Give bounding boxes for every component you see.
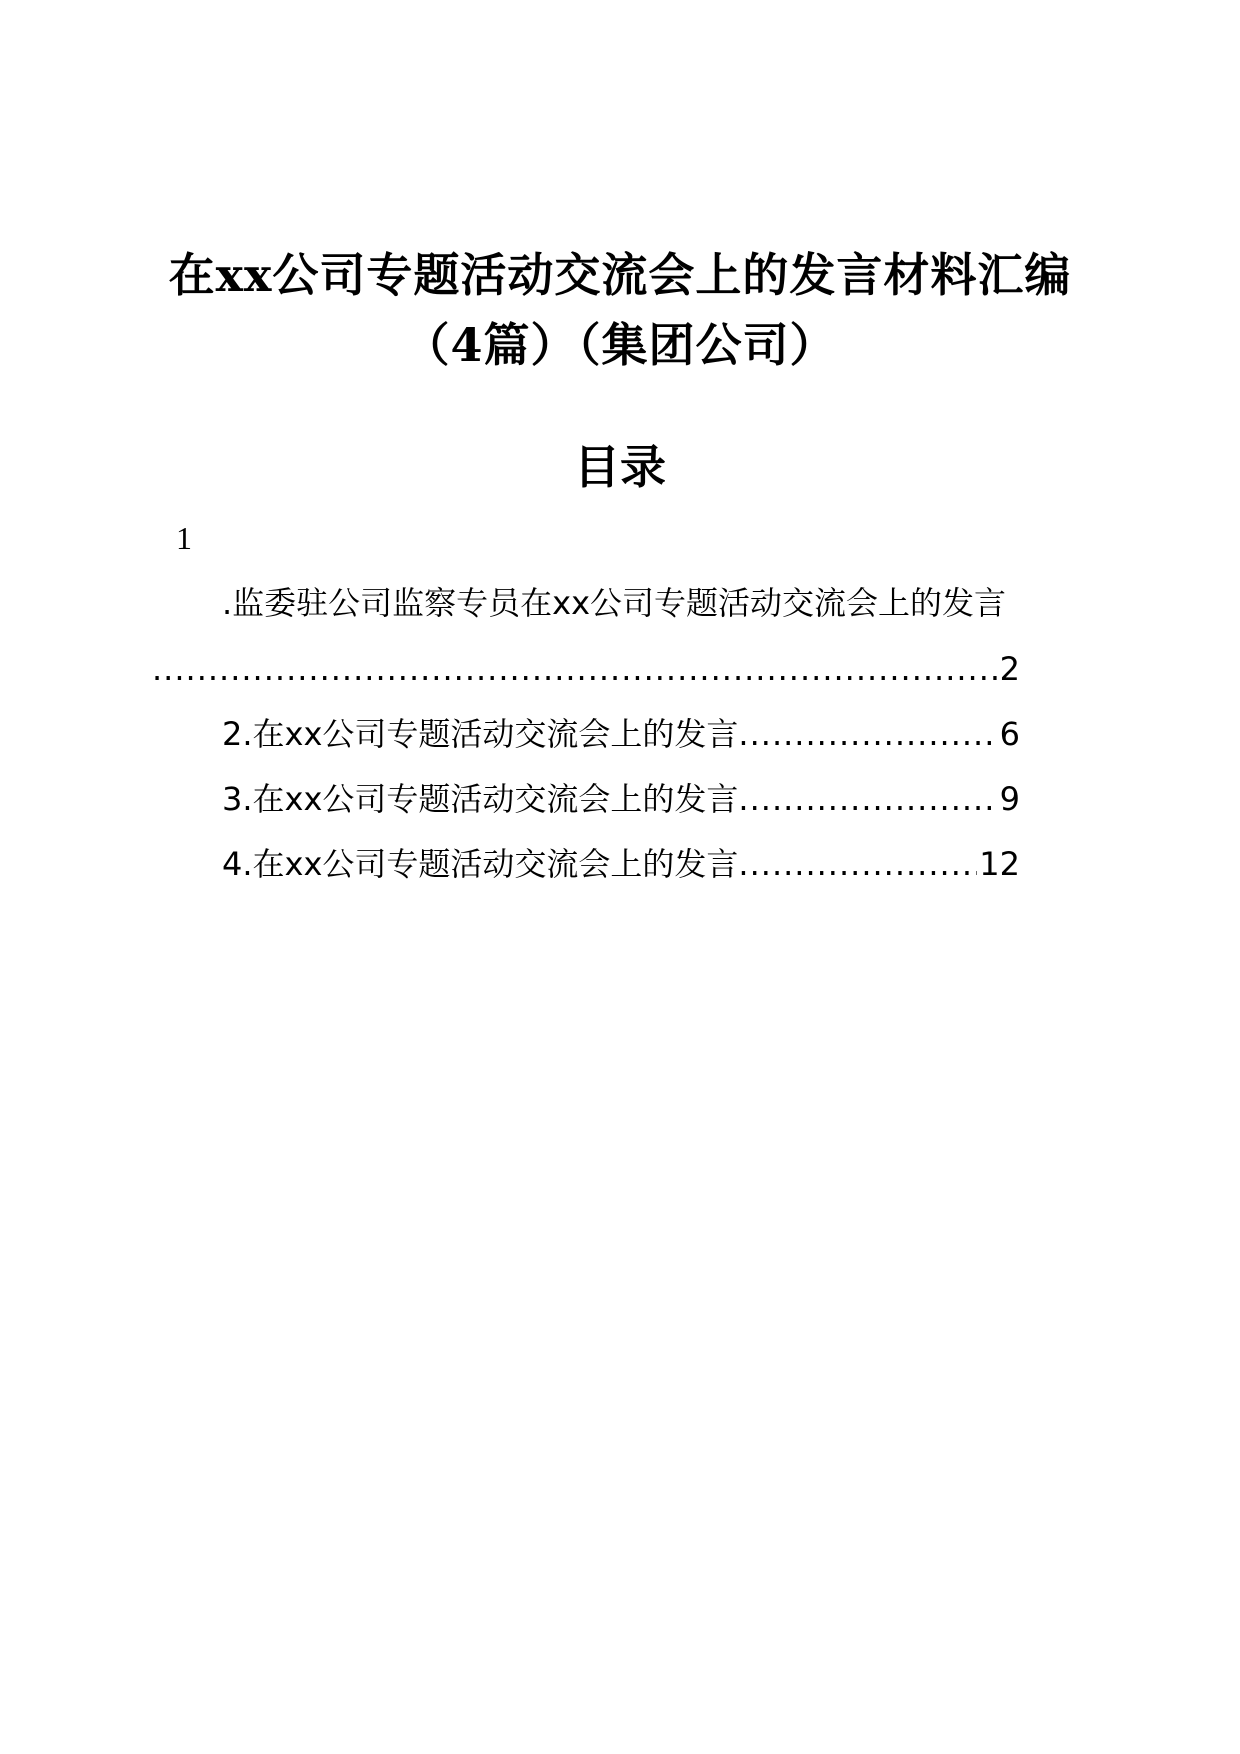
toc-entry-3-page: 9 bbox=[999, 780, 1020, 818]
toc-entry-4-text: 4.在xx公司专题活动交流会上的发言 bbox=[222, 845, 739, 883]
toc-entry-1[interactable] bbox=[222, 580, 1082, 626]
toc-entry-4-page: 12 bbox=[979, 845, 1020, 883]
toc-entry-2-page: 6 bbox=[999, 715, 1020, 753]
toc-entry-2-text: 2.在xx公司专题活动交流会上的发言 bbox=[222, 715, 739, 753]
toc-entry-4-leader bbox=[738, 841, 977, 887]
toc-entry-4[interactable] bbox=[222, 841, 1020, 887]
toc-entry-number-fragment: 1 bbox=[176, 520, 192, 556]
toc-heading: 目录 bbox=[574, 440, 666, 494]
toc-entry-1-leader-line[interactable] bbox=[152, 646, 1020, 692]
toc-entry-1-page: 2 bbox=[999, 650, 1020, 688]
toc-entry-3-text: 3.在xx公司专题活动交流会上的发言 bbox=[222, 780, 739, 818]
toc-entry-1-text: .监委驻公司监察专员在xx公司专题活动交流会上的发言 bbox=[222, 584, 1007, 622]
toc-entry-2[interactable] bbox=[222, 711, 1020, 757]
toc-entry-3-leader bbox=[738, 776, 997, 822]
toc-entry-3[interactable] bbox=[222, 776, 1020, 822]
toc-entry-1-leader bbox=[152, 646, 998, 692]
toc-entry-2-leader bbox=[738, 711, 997, 757]
document-title-line-1: 在xx公司专题活动交流会上的发言材料汇编 bbox=[168, 248, 1072, 302]
document-title-line-2: （4篇）（集团公司） bbox=[403, 318, 837, 372]
